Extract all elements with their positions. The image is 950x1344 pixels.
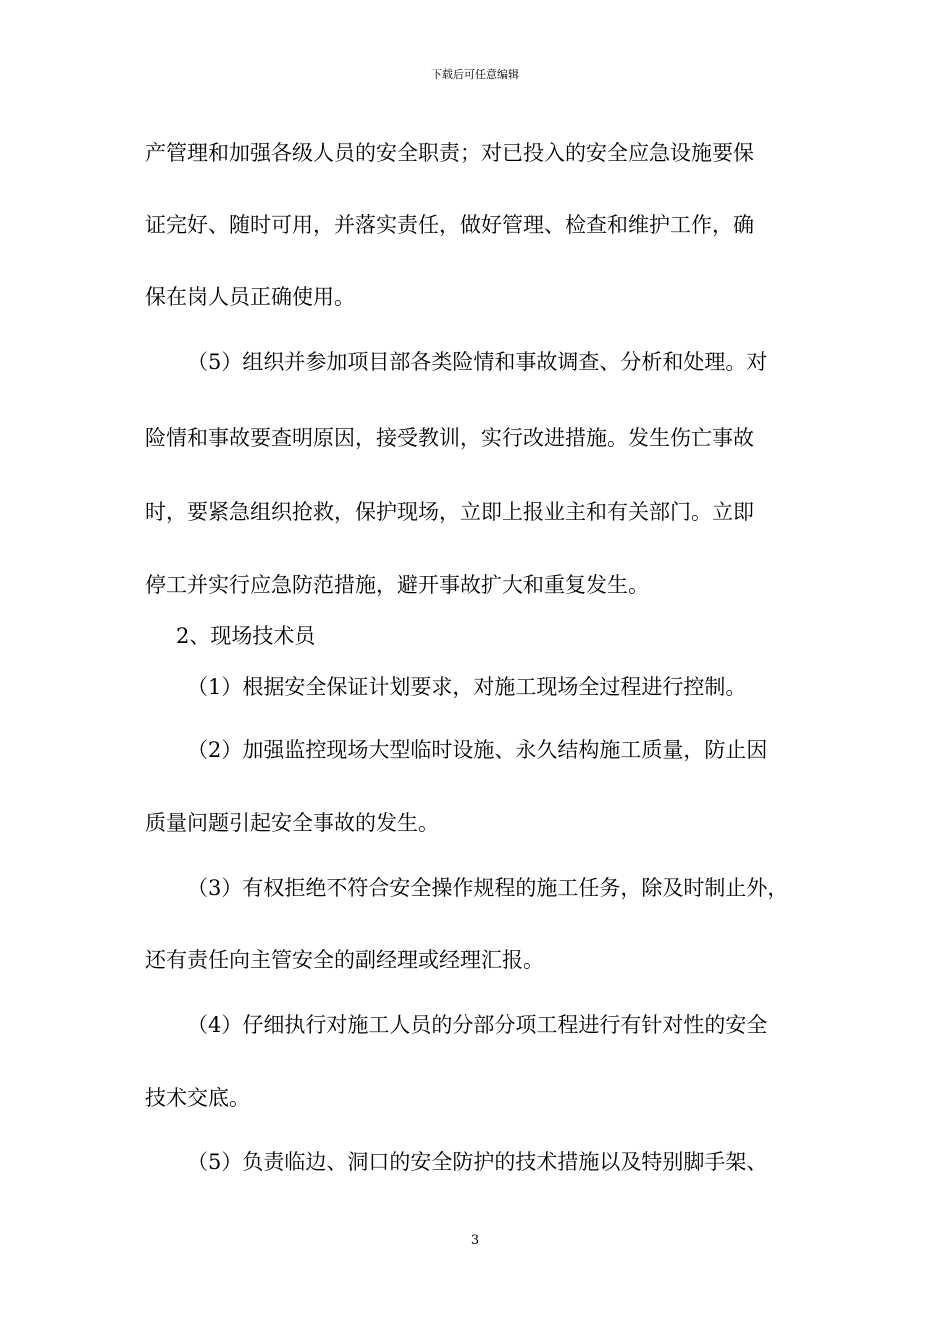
text-line: （4）仔细执行对施工人员的分部分项工程进行有针对性的安全 <box>187 1013 768 1037</box>
section-heading: 2、现场技术员 <box>176 624 316 648</box>
text-line: 停工并实行应急防范措施，避开事故扩大和重复发生。 <box>145 573 649 597</box>
text-line: 还有责任向主管安全的副经理或经理汇报。 <box>145 948 544 972</box>
text-line: （1）根据安全保证计划要求，对施工现场全过程进行控制。 <box>187 675 747 699</box>
text-line: （2）加强监控现场大型临时设施、永久结构施工质量，防止因 <box>187 738 768 762</box>
text-line: （5）负责临边、洞口的安全防护的技术措施以及特别脚手架、 <box>187 1150 768 1174</box>
text-line: 证完好、随时可用，并落实责任，做好管理、检查和维护工作，确 <box>145 213 754 237</box>
page-header: 下载后可任意编辑 <box>431 68 519 81</box>
text-line: （3）有权拒绝不符合安全操作规程的施工任务，除及时制止外， <box>187 876 789 900</box>
page-number: 3 <box>470 1233 480 1248</box>
text-line: 保在岗人员正确使用。 <box>145 285 355 309</box>
text-line: 时，要紧急组织抢救，保护现场，立即上报业主和有关部门。立即 <box>145 500 754 524</box>
text-line: 质量问题引起安全事故的发生。 <box>145 811 439 835</box>
text-line: 技术交底。 <box>145 1086 250 1110</box>
text-line: （5）组织并参加项目部各类险情和事故调查、分析和处理。对 <box>187 350 768 374</box>
text-line: 产管理和加强各级人员的安全职责；对已投入的安全应急设施要保 <box>145 141 754 165</box>
text-line: 险情和事故要查明原因，接受教训，实行改进措施。发生伤亡事故 <box>145 426 754 450</box>
